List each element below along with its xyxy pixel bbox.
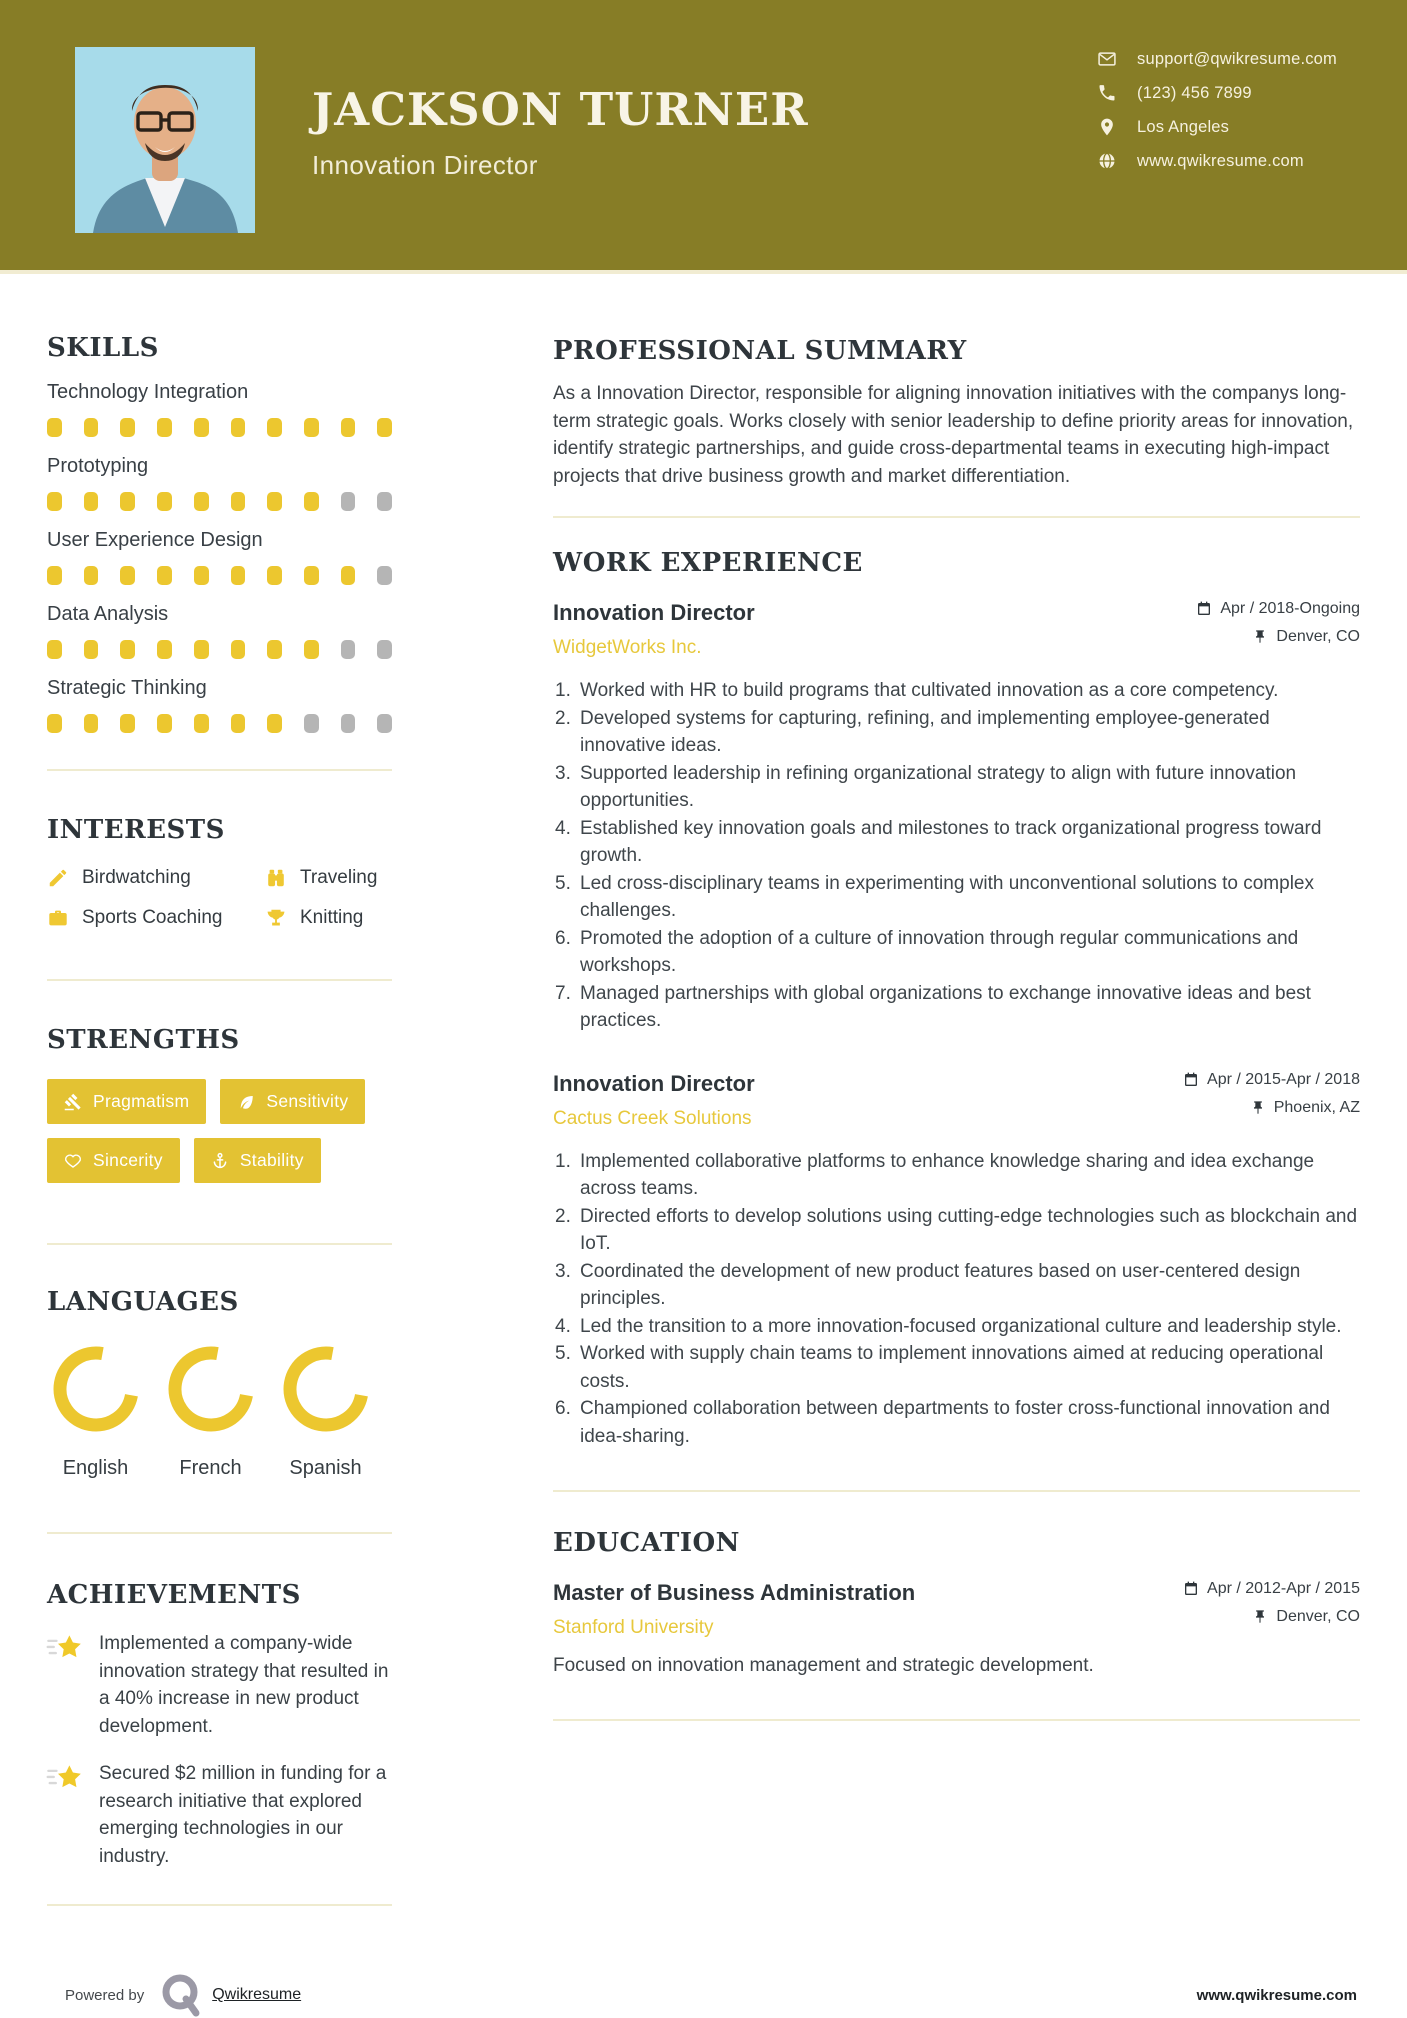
- interest-label: Knitting: [300, 907, 364, 928]
- job-bullet: Developed systems for capturing, refining, and implementing employee-generated innovative ideas.: [580, 707, 1270, 756]
- job-location: Denver, CO: [1276, 628, 1360, 645]
- job-bullet: Supported leadership in refining organizational strategy to align with future innovation opportunities.: [580, 762, 1297, 811]
- gavel-icon: [64, 1093, 82, 1111]
- experience-heading: WORK EXPERIENCE: [553, 548, 863, 578]
- job-title: Innovation Director: [553, 1070, 755, 1096]
- language-name: Spanish: [289, 1457, 362, 1479]
- strength-label: Stability: [239, 1150, 304, 1170]
- job-entry: [553, 600, 1360, 1035]
- languages-heading: LANGUAGES: [47, 1287, 239, 1317]
- job-entry: [553, 1071, 1360, 1451]
- job-bullet: Promoted the adoption of a culture of innovation through regular communications and workshops.: [580, 927, 1299, 976]
- skill-dot-filled: [267, 492, 282, 511]
- contact-email-text: support@qwikresume.com: [1137, 49, 1337, 68]
- skill-dot-filled: [304, 492, 319, 511]
- binoculars-icon: [265, 867, 287, 889]
- strength-label: Pragmatism: [93, 1091, 190, 1111]
- interest-item: [265, 907, 392, 929]
- skill-dot-filled: [84, 714, 99, 733]
- pushpin-icon: [1250, 1100, 1266, 1116]
- education-meta: [1183, 1580, 1360, 1639]
- powered-by-label: Powered by: [65, 1986, 145, 2004]
- achievements-heading: ACHIEVEMENTS: [47, 1580, 301, 1610]
- contact-website: [1097, 151, 1337, 171]
- skill-dot-filled: [47, 640, 62, 659]
- job-bullet: Directed efforts to develop solutions using cutting-edge technologies such as blockchain and IoT.: [580, 1205, 1358, 1254]
- edit-icon: [47, 867, 69, 889]
- job-company: Cactus Creek Solutions: [553, 1107, 752, 1129]
- summary-heading: PROFESSIONAL SUMMARY: [553, 336, 967, 366]
- contact-email: [1097, 49, 1337, 69]
- skill-dot-filled: [194, 566, 209, 585]
- language-gauge: [52, 1345, 140, 1433]
- pushpin-icon: [1252, 1609, 1268, 1625]
- skill-level-dots: [47, 492, 392, 511]
- skill-dot-empty: [377, 640, 392, 659]
- skill-dot-filled: [47, 492, 62, 511]
- qwikresume-logo-icon: [160, 1972, 202, 2018]
- skill-dot-filled: [231, 640, 246, 659]
- strength-badge: [47, 1138, 180, 1183]
- divider: [47, 1904, 392, 1906]
- strengths-list: [47, 1079, 392, 1197]
- strength-label: Sincerity: [93, 1150, 163, 1170]
- interest-item: [47, 907, 265, 929]
- briefcase-icon: [47, 907, 69, 929]
- education-entry: [553, 1580, 1360, 1677]
- achievement-item: [47, 1630, 392, 1740]
- job-bullets: [553, 677, 1360, 1035]
- skill-name: Technology Integration: [47, 381, 249, 403]
- divider: [553, 1490, 1360, 1492]
- contact-location-text: Los Angeles: [1137, 117, 1230, 136]
- strengths-heading: STRENGTHS: [47, 1025, 240, 1055]
- leaf-icon: [237, 1093, 255, 1111]
- skill-dot-filled: [120, 714, 135, 733]
- skill-level-dots: [47, 566, 392, 585]
- skill-dot-empty: [377, 492, 392, 511]
- skill-item: [47, 603, 392, 659]
- interest-item: [47, 867, 265, 889]
- skill-dot-filled: [47, 566, 62, 585]
- education-dates: Apr / 2012-Apr / 2015: [1207, 1580, 1360, 1597]
- achievement-text: Secured $2 million in funding for a research initiative that explored emerging technologies in our industry.: [99, 1763, 387, 1867]
- skill-item: [47, 529, 392, 585]
- star-icon: [47, 1762, 85, 1796]
- skill-dot-filled: [84, 640, 99, 659]
- interests-heading: INTERESTS: [47, 815, 225, 845]
- skill-dot-filled: [304, 566, 319, 585]
- education-note: Focused on innovation management and strategic development.: [553, 1655, 1094, 1676]
- skill-name: Prototyping: [47, 455, 149, 477]
- interests-list: [47, 867, 392, 929]
- strength-badge: [220, 1079, 365, 1124]
- globe-icon: [1097, 151, 1117, 171]
- skill-name: Data Analysis: [47, 603, 169, 625]
- calendar-icon: [1183, 1581, 1199, 1597]
- skill-dot-filled: [120, 640, 135, 659]
- skill-name: User Experience Design: [47, 529, 263, 551]
- job-bullet: Coordinated the development of new product features based on user-centered design principles.: [580, 1260, 1301, 1309]
- job-bullet: Led the transition to a more innovation-focused organizational culture and leadership style.: [580, 1315, 1342, 1337]
- location-icon: [1097, 117, 1117, 137]
- job-meta: [1196, 600, 1360, 659]
- skill-level-dots: [47, 640, 392, 659]
- header-band: [0, 0, 1407, 274]
- language-gauge: [167, 1345, 255, 1433]
- skill-dot-empty: [377, 714, 392, 733]
- trophy-icon: [265, 907, 287, 929]
- left-column: [47, 274, 392, 1906]
- language-item: [162, 1345, 259, 1480]
- right-column: [553, 274, 1360, 1906]
- strength-label: Sensitivity: [266, 1091, 349, 1111]
- job-meta: [1183, 1071, 1360, 1130]
- skill-dot-filled: [84, 566, 99, 585]
- job-dates: Apr / 2018-Ongoing: [1220, 600, 1360, 617]
- person-name: JACKSON TURNER: [312, 83, 809, 136]
- skill-item: [47, 677, 392, 733]
- calendar-icon: [1183, 1072, 1199, 1088]
- anchor-icon: [211, 1152, 229, 1170]
- divider: [47, 1532, 392, 1534]
- skill-dot-empty: [341, 492, 356, 511]
- job-bullet: Worked with HR to build programs that cultivated innovation as a core competency.: [580, 680, 1279, 701]
- skill-dot-filled: [194, 714, 209, 733]
- skill-level-dots: [47, 714, 392, 733]
- skill-dot-filled: [120, 492, 135, 511]
- pushpin-icon: [1252, 629, 1268, 645]
- contact-phone: [1097, 83, 1337, 103]
- skill-item: [47, 455, 392, 511]
- skill-dot-filled: [157, 640, 172, 659]
- footer: [0, 1972, 1407, 2018]
- star-icon: [47, 1632, 85, 1666]
- job-company: WidgetWorks Inc.: [553, 637, 702, 658]
- footer-site-link[interactable]: www.qwikresume.com: [1196, 1986, 1357, 2004]
- skill-item: [47, 381, 392, 437]
- job-bullet: Championed collaboration between departments to foster cross-functional innovation and idea-sharing.: [580, 1398, 1330, 1447]
- skill-dot-filled: [157, 714, 172, 733]
- skill-dot-filled: [84, 492, 99, 511]
- skill-dot-filled: [267, 418, 282, 437]
- languages-list: [47, 1345, 392, 1480]
- skill-dot-empty: [341, 640, 356, 659]
- skill-dot-filled: [157, 566, 172, 585]
- contact-phone-text: (123) 456 7899: [1137, 83, 1252, 102]
- skill-dot-filled: [267, 566, 282, 585]
- interest-label: Traveling: [300, 867, 378, 888]
- skill-dot-filled: [231, 492, 246, 511]
- education-heading: EDUCATION: [553, 1528, 740, 1558]
- strength-badge: [47, 1079, 206, 1124]
- contact-location: [1097, 117, 1337, 137]
- skill-dot-filled: [231, 566, 246, 585]
- skill-dot-empty: [304, 714, 319, 733]
- job-bullet: Managed partnerships with global organizations to exchange innovative ideas and best practices.: [580, 982, 1311, 1031]
- interest-item: [265, 867, 392, 889]
- skill-dot-empty: [341, 714, 356, 733]
- language-item: [47, 1345, 144, 1480]
- language-name: French: [179, 1457, 242, 1479]
- qwikresume-link[interactable]: Qwikresume: [212, 1986, 302, 2003]
- skill-dot-filled: [157, 418, 172, 437]
- skill-dot-filled: [194, 640, 209, 659]
- job-dates: Apr / 2015-Apr / 2018: [1207, 1070, 1360, 1088]
- job-title: Innovation Director: [553, 600, 755, 625]
- skill-dot-filled: [304, 640, 319, 659]
- profile-photo: [75, 47, 255, 233]
- skill-name: Strategic Thinking: [47, 677, 207, 699]
- achievement-item: [47, 1760, 392, 1870]
- heart-icon: [64, 1152, 82, 1170]
- contact-block: [1097, 49, 1337, 185]
- skill-dot-filled: [231, 418, 246, 437]
- summary-text: As a Innovation Director, responsible for aligning innovation initiatives with the companys long-term strategic goals. Works closely with senior leadership to define priority areas for innovation, identify strategic partnerships, and guide cross-departmental teams in executing high-impact projects that drive business growth and market differentiation.: [553, 383, 1354, 487]
- skill-dot-filled: [194, 492, 209, 511]
- skill-dot-filled: [267, 714, 282, 733]
- divider: [553, 516, 1360, 518]
- divider: [47, 979, 392, 981]
- person-title: Innovation Director: [312, 150, 538, 180]
- skill-dot-filled: [120, 418, 135, 437]
- language-gauge: [282, 1345, 370, 1433]
- skill-dot-filled: [341, 418, 356, 437]
- skill-dot-filled: [47, 714, 62, 733]
- job-bullet: Established key innovation goals and milestones to track organizational progress toward growth.: [580, 817, 1322, 866]
- skill-dot-filled: [231, 714, 246, 733]
- job-location: Phoenix, AZ: [1273, 1098, 1360, 1116]
- school-name: Stanford University: [553, 1617, 714, 1638]
- skill-dot-filled: [377, 418, 392, 437]
- language-item: [277, 1345, 374, 1480]
- job-bullet: Led cross-disciplinary teams in experimenting with unconventional solutions to complex challenges.: [580, 872, 1314, 921]
- skill-dot-filled: [47, 418, 62, 437]
- email-icon: [1097, 49, 1117, 69]
- interest-label: Sports Coaching: [82, 907, 223, 928]
- interest-label: Birdwatching: [82, 867, 191, 888]
- skill-dot-filled: [267, 640, 282, 659]
- strength-badge: [194, 1138, 321, 1183]
- job-bullets: [553, 1148, 1360, 1451]
- education-location: Denver, CO: [1276, 1608, 1360, 1625]
- language-name: English: [62, 1457, 129, 1479]
- achievement-text: Implemented a company-wide innovation strategy that resulted in a 40% increase in new product development.: [99, 1633, 389, 1737]
- skill-dot-filled: [341, 566, 356, 585]
- avatar: [75, 47, 255, 233]
- phone-icon: [1097, 83, 1117, 103]
- divider: [47, 769, 392, 771]
- divider: [47, 1243, 392, 1245]
- skill-dot-filled: [120, 566, 135, 585]
- divider: [553, 1719, 1360, 1721]
- calendar-icon: [1196, 601, 1212, 617]
- skill-level-dots: [47, 418, 392, 437]
- skill-dot-filled: [194, 418, 209, 437]
- degree-title: Master of Business Administration: [553, 1580, 916, 1605]
- job-bullet: Implemented collaborative platforms to enhance knowledge sharing and idea exchange across teams.: [580, 1150, 1315, 1199]
- skill-dot-filled: [157, 492, 172, 511]
- skill-dot-filled: [84, 418, 99, 437]
- skill-dot-empty: [377, 566, 392, 585]
- skill-dot-filled: [304, 418, 319, 437]
- job-bullet: Worked with supply chain teams to implement innovations aimed at reducing operational costs.: [580, 1343, 1324, 1392]
- skills-heading: SKILLS: [47, 333, 159, 363]
- contact-website-text: www.qwikresume.com: [1137, 151, 1304, 170]
